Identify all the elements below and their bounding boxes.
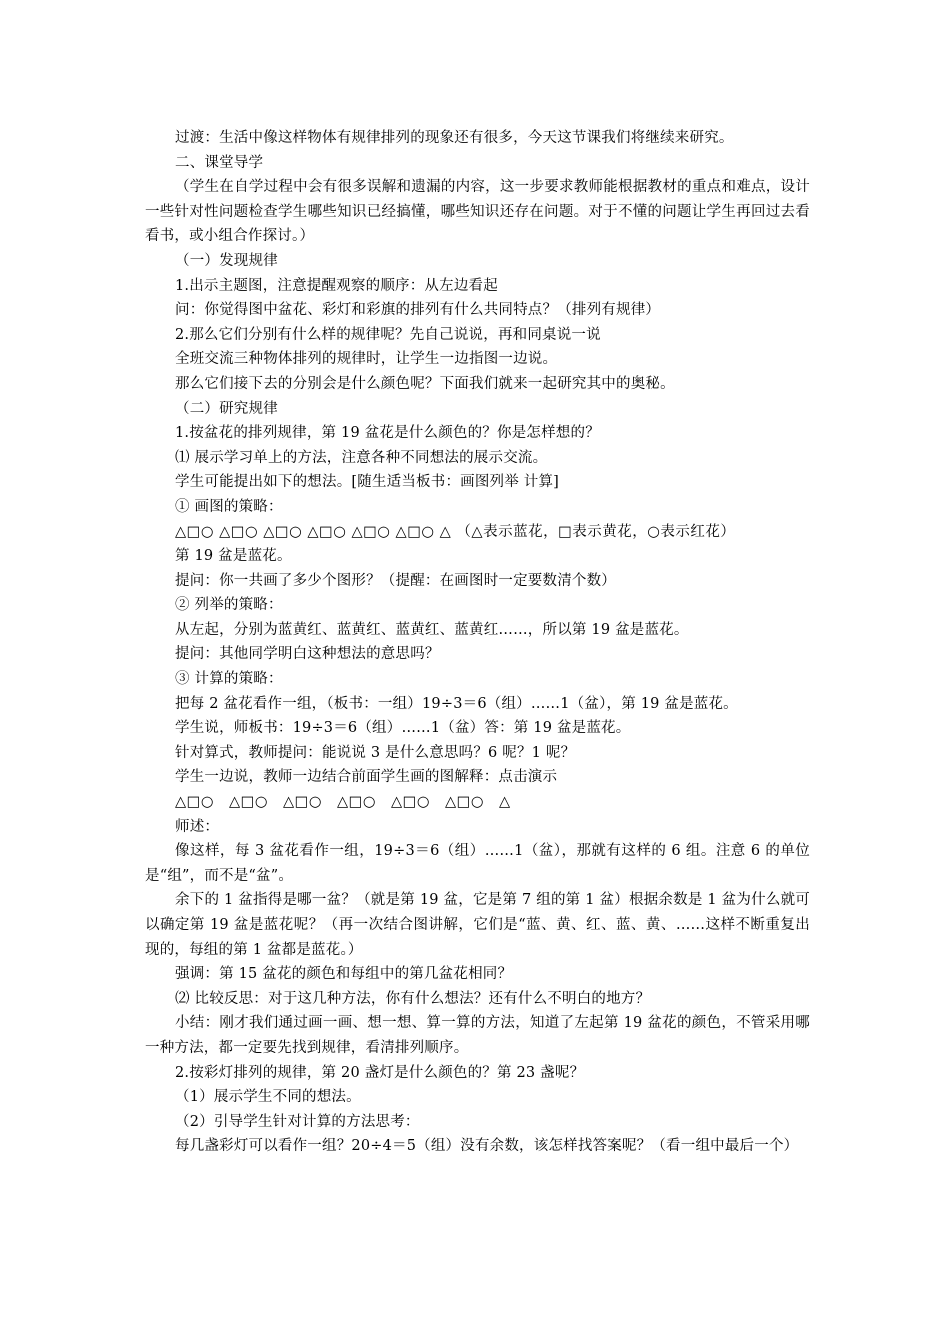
paragraph-group-calculation: 把每 2 盆花看作一组，（板书：一组）19÷3＝6（组）……1（盆），第 19 盆是蓝花。 — [175, 695, 738, 712]
paragraph-next-colors: 那么它们接下去的分别会是什么颜色呢？下面我们就来一起研究其中的奥秘。 — [175, 375, 675, 392]
paragraph-others-understand: 提问：其他同学明白这种想法的意思吗？ — [175, 646, 440, 663]
paragraph-possible-ideas: 学生可能提出如下的想法。[随生适当板书：画图列举 计算] — [175, 474, 560, 491]
paragraph-what-pattern: 2.那么它们分别有什么样的规律呢？先自己说说，再和同桌说一说 — [175, 326, 601, 343]
paragraph-show-theme-picture: 1.出示主题图，注意提醒观察的顺序：从左边看起 — [175, 277, 498, 294]
paragraph-question-common-feature: 问：你觉得图中盆花、彩灯和彩旗的排列有什么共同特点？（排列有规律） — [175, 302, 661, 319]
paragraph-formula-question: 针对算式，教师提问：能说说 3 是什么意思吗？6 呢？1 呢？ — [175, 744, 576, 761]
paragraph-calculation-strategy: ③ 计算的策略： — [175, 671, 283, 688]
paragraph-19-is-blue: 第 19 盆是蓝花。 — [175, 548, 292, 565]
paragraph-show-different-ideas: （1）展示学生不同的想法。 — [175, 1089, 361, 1106]
paragraph-class-exchange: 全班交流三种物体排列的规律时，让学生一边指图一边说。 — [175, 351, 558, 368]
paragraph-summary: 小结：刚才我们通过画一画、想一想、算一算的方法，知道了左起第 19 盆花的颜色，不管采用哪一种方法，都一定要先找到规律，看清排列顺序。 — [145, 1015, 810, 1056]
paragraph-flower-19-question: 1.按盆花的排列规律，第 19 盆花是什么颜色的？你是怎样想的？ — [175, 425, 600, 442]
subsection-heading-study-pattern: （二）研究规律 — [175, 400, 278, 417]
paragraph-compare-reflect: ⑵ 比较反思：对于这几种方法，你有什么想法？还有什么不明白的地方？ — [175, 990, 651, 1007]
paragraph-emphasis-15: 强调：第 15 盆花的颜色和每组中的第几盆花相同？ — [175, 966, 513, 983]
paragraph-lantern-question: 2.按彩灯排列的规律，第 20 盏灯是什么颜色的？第 23 盏呢？ — [175, 1064, 585, 1081]
paragraph-guide-calculation: （2）引导学生针对计算的方法思考： — [175, 1113, 420, 1130]
paragraph-teacher-states: 师述： — [175, 818, 220, 835]
paragraph-shape-groups: △□○ △□○ △□○ △□○ △□○ △□○ △ — [175, 794, 511, 811]
paragraph-self-study-note: （学生在自学过程中会有很多误解和遗漏的内容，这一步要求教师能根据教材的重点和难点，设计一些针对性问题检查学生哪些知识已经搞懂，哪些知识还存在问题。对于不懂的问题让学生再回过去看看书，或小组合作探讨。） — [145, 179, 810, 245]
paragraph-show-methods: ⑴ 展示学习单上的方法，注意各种不同想法的展示交流。 — [175, 449, 548, 466]
paragraph-listing-from-left: 从左起，分别为蓝黄红、蓝黄红、蓝黄红、蓝黄红……，所以第 19 盆是蓝花。 — [175, 621, 689, 638]
section-heading-classroom-guide: 二、课堂导学 — [175, 154, 264, 171]
paragraph-how-many-shapes: 提问：你一共画了多少个图形？（提醒：在画图时一定要数清个数） — [175, 572, 616, 589]
paragraph-transition: 过渡：生活中像这样物体有规律排列的现象还有很多，今天这节课我们将继续来研究。 — [175, 130, 734, 146]
paragraph-explain-with-picture: 学生一边说，教师一边结合前面学生画的图解释：点击演示 — [175, 769, 558, 786]
paragraph-teacher-board: 学生说，师板书：19÷3＝6（组）……1（盆）答：第 19 盆是蓝花。 — [175, 720, 631, 737]
paragraph-lantern-group: 每几盏彩灯可以看作一组？20÷4＝5（组）没有余数，该怎样找答案呢？（看一组中最后一个） — [175, 1138, 799, 1155]
paragraph-listing-strategy: ② 列举的策略： — [175, 597, 283, 614]
paragraph-shape-sequence-legend: △□○ △□○ △□○ △□○ △□○ △□○ △ （△表示蓝花，□表示黄花，○表示红花） — [175, 523, 736, 540]
paragraph-groups-explanation: 像这样，每 3 盆花看作一组，19÷3＝6（组）……1（盆），那就有这样的 6 组。注意 6 的单位是“组”，而不是“盆”。 — [145, 843, 810, 884]
paragraph-drawing-strategy: ① 画图的策略： — [175, 498, 283, 515]
subsection-heading-discover-pattern: （一）发现规律 — [175, 252, 278, 269]
document-body — [145, 126, 810, 1159]
paragraph-remainder-explanation: 余下的 1 盆指得是哪一盆？（就是第 19 盆，它是第 7 组的第 1 盆）根据余数是 1 盆为什么就可以确定第 19 盆是蓝花呢？（再一次结合图讲解，它们是“蓝、黄、红、蓝、黄、……这样不断重复出现的，每组的第 1 盆都是蓝花。） — [145, 892, 810, 958]
